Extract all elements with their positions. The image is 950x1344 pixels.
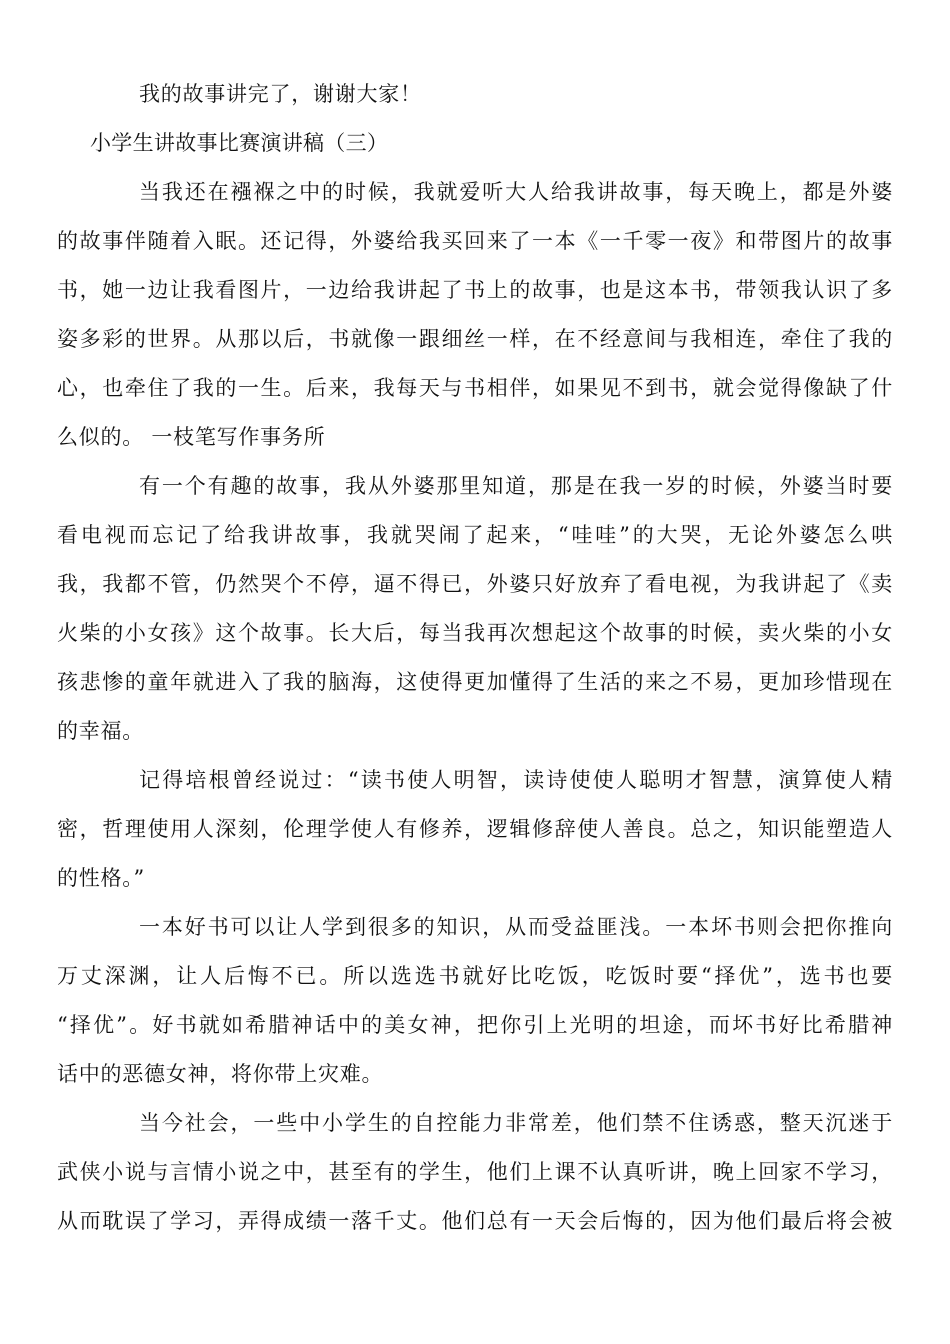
paragraph-line: 一本好书可以让人学到很多的知识，从而受益匪浅。一本坏书则会把你推向 xyxy=(139,915,893,939)
paragraph xyxy=(57,756,893,903)
closing-line: 我的故事讲完了，谢谢大家！ xyxy=(139,82,422,106)
paragraph-line: 当我还在襁褓之中的时候，我就爱听大人给我讲故事，每天晚上，都是外婆 xyxy=(139,180,893,204)
document-body xyxy=(57,70,893,1246)
paragraph-line: 密，哲理使用人深刻，伦理学使人有修养，逻辑修辞使人善良。总之，知识能塑造人 xyxy=(57,817,893,841)
paragraph-line: 当今社会，一些中小学生的自控能力非常差，他们禁不住诱惑，整天沉迷于 xyxy=(139,1111,893,1135)
paragraph-line: 火柴的小女孩》这个故事。长大后，每当我再次想起这个故事的时候，卖火柴的小女 xyxy=(57,621,893,645)
paragraph-line: 姿多彩的世界。从那以后，书就像一跟细丝一样，在不经意间与我相连，牵住了我的 xyxy=(57,327,893,351)
paragraph xyxy=(57,462,893,756)
paragraph-line: 话中的恶德女神，将你带上灾难。 xyxy=(57,1062,384,1086)
paragraph-line: 武侠小说与言情小说之中，甚至有的学生，他们上课不认真听讲，晚上回家不学习， xyxy=(57,1160,893,1184)
paragraph-line: 万丈深渊，让人后悔不已。所以选选书就好比吃饭，吃饭时要“择优”，选书也要 xyxy=(57,964,893,988)
paragraph-line: 从而耽误了学习，弄得成绩一落千丈。他们总有一天会后悔的，因为他们最后将会被 xyxy=(57,1209,893,1233)
paragraph-line: 的故事伴随着入眠。还记得，外婆给我买回来了一本《一千零一夜》和带图片的故事 xyxy=(57,229,893,253)
paragraph xyxy=(57,903,893,1099)
paragraph-line: 么似的。 一枝笔写作事务所 xyxy=(57,425,326,449)
paragraph-line: 记得培根曾经说过：“读书使人明智，读诗使使人聪明才智慧，演算使人精 xyxy=(139,768,893,792)
paragraph-line: 有一个有趣的故事，我从外婆那里知道，那是在我一岁的时候，外婆当时要 xyxy=(139,474,893,498)
paragraph-line: 看电视而忘记了给我讲故事，我就哭闹了起来，“哇哇”的大哭，无论外婆怎么哄 xyxy=(57,523,893,547)
paragraph-line: 的幸福。 xyxy=(57,719,144,743)
paragraph-line: 的性格。” xyxy=(57,866,145,890)
paragraph-line: 心，也牵住了我的一生。后来，我每天与书相伴，如果见不到书，就会觉得像缺了什 xyxy=(57,376,893,400)
paragraph-line: 我，我都不管，仍然哭个不停，逼不得已，外婆只好放弃了看电视，为我讲起了《卖 xyxy=(57,572,893,596)
section-title: 小学生讲故事比赛演讲稿（三） xyxy=(90,131,389,155)
paragraph xyxy=(57,1099,893,1246)
paragraph-line: 书，她一边让我看图片，一边给我讲起了书上的故事，也是这本书，带领我认识了多 xyxy=(57,278,893,302)
paragraph-line: “择优”。好书就如希腊神话中的美女神，把你引上光明的坦途，而坏书好比希腊神 xyxy=(57,1013,893,1037)
paragraph xyxy=(57,168,893,462)
paragraph-line: 孩悲惨的童年就进入了我的脑海，这使得更加懂得了生活的来之不易，更加珍惜现在 xyxy=(57,670,893,694)
